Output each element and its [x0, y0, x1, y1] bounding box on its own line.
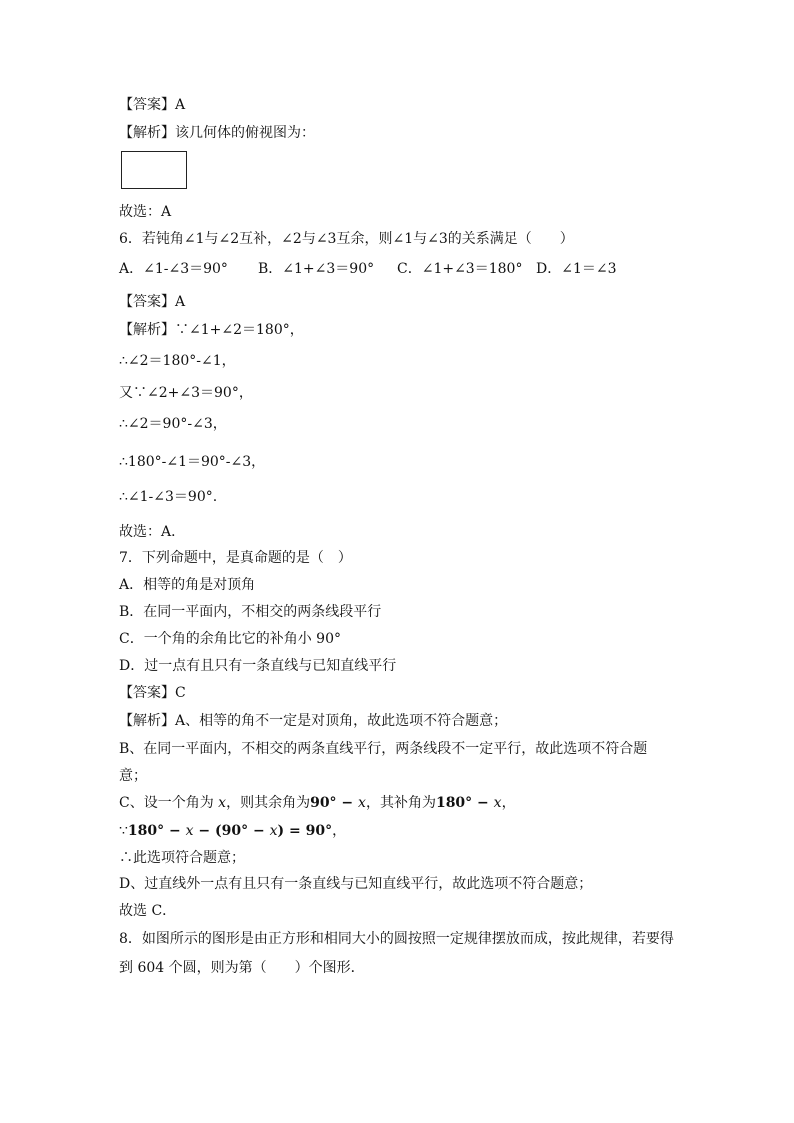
- analysis-step-2: ∴∠2＝180°-∠1，: [119, 353, 236, 369]
- analysis-c-conclusion: ∴此选项符合题意；: [119, 850, 245, 866]
- q7-option-c: C．一个角的余角比它的补角小 90°: [119, 631, 341, 647]
- analysis-b: B、在同一平面内，不相交的两条直线平行，两条线段不一定平行，故此选项不符合题: [119, 741, 648, 757]
- analysis-step-5: ∴180°-∠1＝90°-∠3，: [119, 454, 266, 470]
- analysis-step-4: ∴∠2＝90°-∠3，: [119, 416, 227, 432]
- analysis-step-1: 【解析】∵∠1+∠2＝180°，: [119, 322, 304, 338]
- option-d: D．∠1＝∠3: [536, 261, 617, 277]
- q7-option-d: D．过一点有且只有一条直线与已知直线平行: [119, 658, 397, 674]
- option-a: A．∠1-∠3＝90°: [119, 261, 228, 277]
- analysis-c-equation: ∵180° − x − (90° − x) = 90°，: [119, 823, 347, 839]
- analysis-step-3: 又∵∠2+∠3＝90°，: [119, 385, 253, 401]
- q7-option-b: B．在同一平面内，不相交的两条线段平行: [119, 604, 382, 620]
- choose-c-line: 故选 C．: [119, 903, 177, 919]
- answer-a-line-2: 【答案】A: [119, 294, 186, 310]
- question-8: 8．如图所示的图形是由正方形和相同大小的圆按照一定规律摆放而成，按此规律，若要得: [119, 931, 674, 947]
- option-b: B．∠1+∠3＝90°: [258, 261, 375, 277]
- top-view-rectangle: [121, 151, 187, 189]
- analysis-a: 【解析】A、相等的角不一定是对顶角，故此选项不符合题意；: [119, 713, 508, 729]
- question-6: 6．若钝角∠1与∠2互补，∠2与∠3互余，则∠1与∠3的关系满足（ ）: [119, 231, 574, 247]
- q7-option-a: A．相等的角是对顶角: [119, 577, 256, 593]
- choose-a-line-2: 故选：A．: [119, 524, 186, 540]
- answer-c-line: 【答案】C: [119, 685, 186, 701]
- option-c: C．∠1+∠3＝180°: [397, 261, 523, 277]
- question-7: 7．下列命题中，是真命题的是（ ）: [119, 550, 352, 566]
- analysis-c: C、设一个角为 x，则其余角为90° − x，其补角为180° − x，: [119, 795, 516, 811]
- question-6-options: [119, 259, 617, 279]
- analysis-d: D、过直线外一点有且只有一条直线与已知直线平行，故此选项不符合题意；: [119, 876, 593, 892]
- answer-a-line-1: 【答案】A: [119, 97, 186, 113]
- question-8-cont: 到 604 个圆，则为第（ ）个图形．: [119, 960, 365, 976]
- analysis-line: 【解析】该几何体的俯视图为：: [119, 125, 315, 141]
- analysis-step-6: ∴∠1-∠3＝90°.: [119, 489, 218, 505]
- analysis-b-cont: 意；: [119, 768, 147, 784]
- choose-a-line: 故选：A: [119, 204, 172, 220]
